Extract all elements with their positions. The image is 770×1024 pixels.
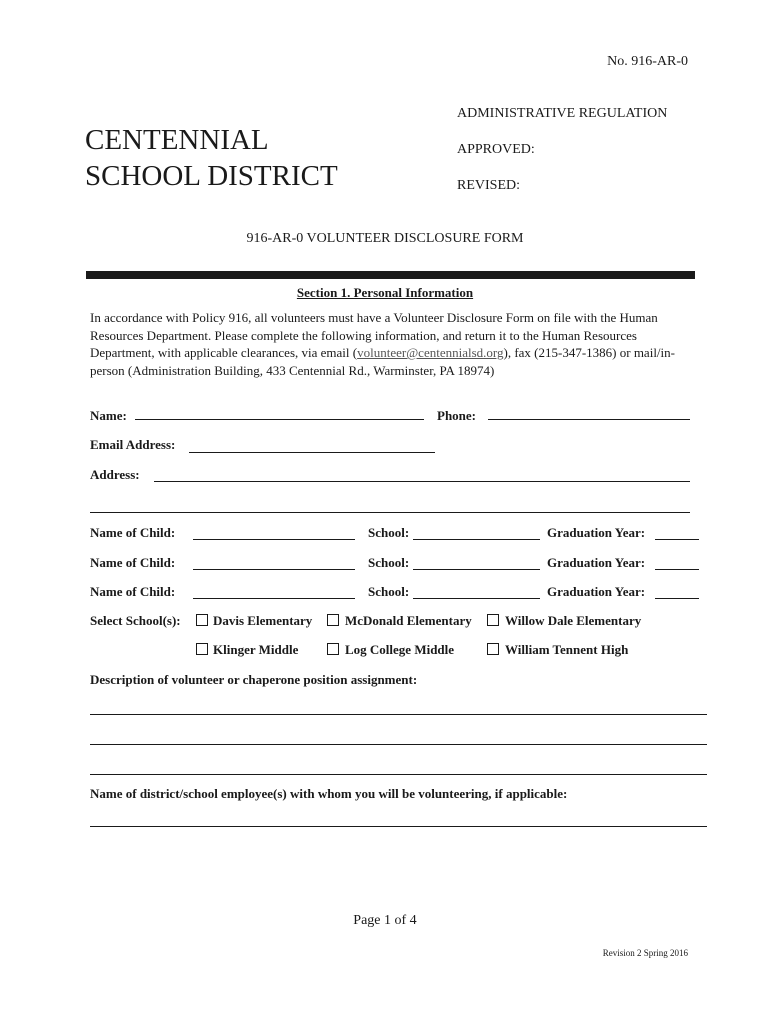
checkbox-davis-elementary[interactable] [196,614,208,626]
grad-field-3[interactable] [655,598,699,599]
email-label: Email Address: [90,437,176,452]
checkbox-log-college-middle[interactable] [327,643,339,655]
approved-label: APPROVED: [457,142,535,157]
child-name-field-3[interactable] [193,598,355,599]
child-name-field-2[interactable] [193,569,355,570]
district-name [85,122,338,194]
school-option-mcdonald: McDonald Elementary [345,613,472,628]
checkbox-mcdonald-elementary[interactable] [327,614,339,626]
description-field-line3[interactable] [90,774,707,775]
school-label-2: School: [368,555,410,570]
intro-text-end: ), fax (215-347-1386) or mail/in-person (Administration Building, 433 Centennial Rd., Warminster, PA 18974) [90,345,675,378]
grad-label-2: Graduation Year: [547,555,646,570]
child-label-1: Name of Child: [90,525,176,540]
grad-label-3: Graduation Year: [547,584,646,599]
phone-label: Phone: [437,408,476,423]
school-field-1[interactable] [413,539,540,540]
intro-text-start: In accordance with Policy 916, all volunteers must have a Volunteer Disclosure Form on file with the Human Resources Department. Please complete the following information, and return it to the Human Resources Department, with applicable clearances, via email ( [90,310,658,360]
name-field[interactable] [135,419,424,420]
grad-label-1: Graduation Year: [547,525,646,540]
email-field[interactable] [189,452,435,453]
description-field-line2[interactable] [90,744,707,745]
child-label-2: Name of Child: [90,555,176,570]
school-label-1: School: [368,525,410,540]
header-divider [86,271,695,279]
address-field[interactable] [154,481,690,482]
section-title: Section 1. Personal Information [296,285,474,300]
phone-field[interactable] [488,419,690,420]
school-option-log-college: Log College Middle [345,642,455,657]
employee-label: Name of district/school employee(s) with whom you will be volunteering, if applicable: [90,786,568,801]
school-option-klinger: Klinger Middle [213,642,299,657]
grad-field-1[interactable] [655,539,699,540]
revised-label: REVISED: [457,178,520,193]
school-option-willow-dale: Willow Dale Elementary [505,613,642,628]
address-label: Address: [90,467,140,482]
checkbox-klinger-middle[interactable] [196,643,208,655]
revision-note: Revision 2 Spring 2016 [602,948,688,958]
email-link[interactable]: volunteer@centennialsd.org [357,345,504,360]
checkbox-william-tennent-high[interactable] [487,643,499,655]
address-field-line2[interactable] [90,512,690,513]
description-field-line1[interactable] [90,714,707,715]
regulation-label: ADMINISTRATIVE REGULATION [457,106,668,121]
district-name-line2: SCHOOL DISTRICT [85,160,338,192]
school-field-3[interactable] [413,598,540,599]
page-number: Page 1 of 4 [353,913,417,928]
select-schools-label: Select School(s): [90,613,181,628]
employee-field[interactable] [90,826,707,827]
intro-paragraph [90,309,690,379]
form-title: 916-AR-0 VOLUNTEER DISCLOSURE FORM [246,231,524,246]
name-label: Name: [90,408,127,423]
school-option-davis: Davis Elementary [213,613,313,628]
document-number: No. 916-AR-0 [607,54,688,69]
school-field-2[interactable] [413,569,540,570]
school-label-3: School: [368,584,410,599]
description-label: Description of volunteer or chaperone position assignment: [90,672,418,687]
child-label-3: Name of Child: [90,584,176,599]
grad-field-2[interactable] [655,569,699,570]
checkbox-willow-dale-elementary[interactable] [487,614,499,626]
child-name-field-1[interactable] [193,539,355,540]
school-option-william-tennent: William Tennent High [505,642,629,657]
district-name-line1: CENTENNIAL [85,124,269,156]
